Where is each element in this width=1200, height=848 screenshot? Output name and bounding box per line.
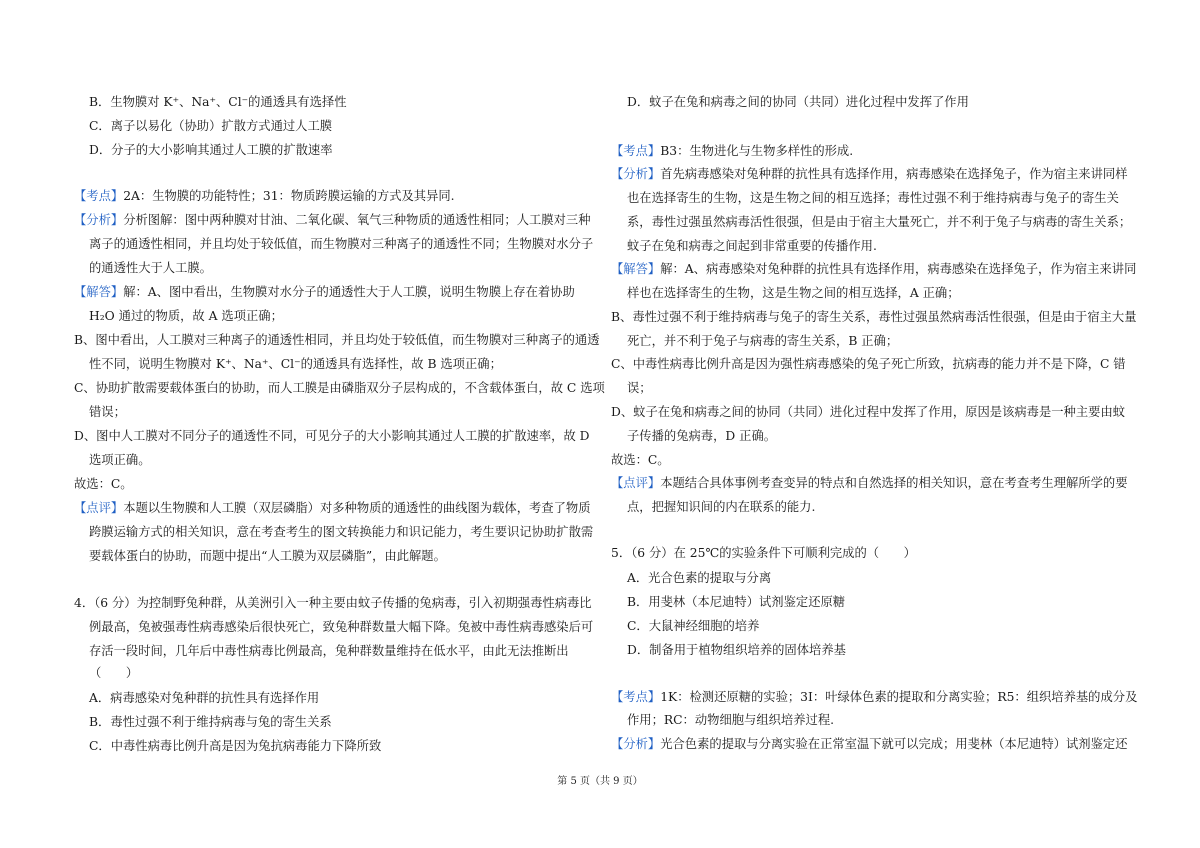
kaodian-text: B3：生物进化与生物多样性的形成.: [660, 144, 854, 158]
q3-dianping-line3: 要载体蛋白的协助，而题中提出“人工膜为双层磷脂”，由此解题。: [89, 549, 446, 563]
prev-option-d: D．分子的大小影响其通过人工膜的扩散速率: [89, 143, 333, 157]
dianping-tag: 【点评】: [74, 501, 124, 515]
jieda-tag: 【解答】: [611, 262, 661, 276]
q4-d-line1: D、蚊子在兔和病毒之间的协同（共同）进化过程中发挥了作用，原因是该病毒是一种主要由蚊: [611, 405, 1126, 419]
q3-c-line2: 错误；: [89, 405, 126, 419]
q4-fenxi-line3: 系，毒性过强虽然病毒活性很强，但是由于宿主大量死亡，并不利于兔子与病毒的寄生关系；: [627, 215, 1132, 229]
q4-option-c: C．中毒性病毒比例升高是因为兔抗病毒能力下降所致: [89, 739, 382, 753]
fenxi-tag: 【分析】: [74, 213, 124, 227]
q4-kaodian: [611, 143, 853, 159]
kaodian-tag: 【考点】: [74, 189, 124, 203]
q4-option-d: D．蚊子在兔和病毒之间的协同（共同）进化过程中发挥了作用: [627, 95, 969, 109]
q4-c-line1: C、中毒性病毒比例升高是因为强性病毒感染的兔子死亡所致，抗病毒的能力并不是下降，C 错: [611, 357, 1126, 371]
dianping-tag: 【点评】: [611, 476, 661, 490]
q3-dianping: [74, 500, 591, 516]
q5-fenxi: [611, 736, 1128, 752]
q3-dianping-line2: 跨膜运输方式的相关知识，意在考查考生的图文转换能力和识记能力，考生要识记协助扩散需: [89, 525, 594, 539]
q5-stem: 5．（6 分）在 25℃的实验条件下可顺利完成的（ ）: [611, 546, 916, 560]
kaodian-text: 1K：检测还原糖的实验；3I：叶绿体色素的提取和分离实验；R5：组织培养基的成分及: [660, 690, 1138, 704]
q3-answer: 故选：C。: [74, 477, 133, 491]
q4-fenxi-line2: 也在选择寄生的生物，这是生物之间的相互选择；毒性过强不利于维持病毒与兔子的寄生关: [627, 191, 1119, 205]
q5-option-d: D．制备用于植物组织培养的固体培养基: [627, 643, 846, 657]
q4-b-line2: 死亡，并不利于兔子与病毒的寄生关系，B 正确；: [627, 334, 899, 348]
jieda-text: 解：A、病毒感染对兔种群的抗性具有选择作用，病毒感染在选择兔子，作为宿主来讲同: [660, 262, 1137, 276]
q4-fenxi-line4: 蚊子在兔和病毒之间起到非常重要的传播作用.: [627, 239, 877, 253]
q4-stem-line2: 例最高，兔被强毒性病毒感染后很快死亡，致兔种群数量大幅下降。兔被中毒性病毒感染后可: [89, 620, 594, 634]
q3-fenxi-line2: 离子的通透性相同，并且均处于较低值，而生物膜对三种离子的通透性不同；生物膜对水分子: [89, 237, 594, 251]
fenxi-text: 光合色素的提取与分离实验在正常室温下就可以完成；用斐林（本尼迪特）试剂鉴定还: [660, 737, 1128, 751]
q4-stem-line4: （ ）: [89, 666, 139, 680]
q4-jieda: [611, 261, 1136, 277]
q3-b-line2: 性不同，说明生物膜对 K⁺、Na⁺、Cl⁻的通透具有选择性，故 B 选项正确；: [89, 357, 502, 371]
q3-jieda-line2: H₂O 通过的物质，故 A 选项正确；: [89, 309, 283, 323]
prev-option-c: C．离子以易化（协助）扩散方式通过人工膜: [89, 119, 333, 133]
dianping-text: 本题结合具体事例考查变异的特点和自然选择的相关知识，意在考查考生理解所学的要: [660, 476, 1128, 490]
q3-jieda: [74, 284, 575, 300]
dianping-text: 本题以生物膜和人工膜（双层磷脂）对多种物质的通透性的曲线图为载体，考查了物质: [123, 501, 591, 515]
q4-dianping: [611, 475, 1128, 491]
fenxi-text: 分析图解：图中两种膜对甘油、二氧化碳、氧气三种物质的通透性相同；人工膜对三种: [123, 213, 591, 227]
prev-option-b: B．生物膜对 K⁺、Na⁺、Cl⁻的通透具有选择性: [89, 95, 347, 109]
q5-kaodian: [611, 689, 1137, 705]
q5-kaodian-line2: 作用；RC：动物细胞与组织培养过程.: [627, 713, 835, 727]
q5-option-b: B．用斐林（本尼迪特）试剂鉴定还原糖: [627, 595, 846, 609]
q3-fenxi-line3: 的通透性大于人工膜。: [89, 261, 212, 275]
jieda-text: 解：A、图中看出，生物膜对水分子的通透性大于人工膜，说明生物膜上存在着协助: [123, 285, 575, 299]
q4-fenxi: [611, 166, 1128, 182]
fenxi-tag: 【分析】: [611, 167, 661, 181]
q4-stem-line3: 存活一段时间，几年后中毒性病毒比例最高，兔种群数量维持在低水平，由此无法推断出: [89, 644, 569, 658]
kaodian-text: 2A：生物膜的功能特性；31：物质跨膜运输的方式及其异同.: [123, 189, 455, 203]
q4-b-line1: B、毒性过强不利于维持病毒与兔子的寄生关系，毒性过强虽然病毒活性很强，但是由于宿主大量: [611, 310, 1137, 324]
q4-d-line2: 子传播的兔病毒，D 正确。: [627, 429, 777, 443]
q4-dianping-line2: 点，把握知识间的内在联系的能力.: [627, 500, 816, 514]
q3-d-line2: 选项正确。: [89, 453, 151, 467]
q4-c-line2: 误；: [627, 381, 652, 395]
jieda-tag: 【解答】: [74, 285, 124, 299]
q3-b-line1: B、图中看出，人工膜对三种离子的通透性相同，并且均处于较低值，而生物膜对三种离子的通透: [74, 333, 600, 347]
q4-answer: 故选：C。: [611, 453, 670, 467]
q3-kaodian: [74, 188, 455, 204]
q5-option-a: A．光合色素的提取与分离: [627, 571, 772, 585]
q4-stem-line1: 4．（6 分）为控制野兔种群，从美洲引入一种主要由蚊子传播的兔病毒，引入初期强毒性病毒比: [74, 596, 592, 610]
fenxi-text: 首先病毒感染对兔种群的抗性具有选择作用，病毒感染在选择兔子，作为宿主来讲同样: [660, 167, 1128, 181]
kaodian-tag: 【考点】: [611, 144, 661, 158]
page-footer: 第 5 页（共 9 页）: [557, 776, 643, 787]
q4-jieda-line2: 样也在选择寄生的生物，这是生物之间的相互选择，A 正确；: [627, 286, 960, 300]
q3-d-line1: D、图中人工膜对不同分子的通透性不同，可见分子的大小影响其通过人工膜的扩散速率，故 D: [74, 429, 590, 443]
q5-option-c: C．大鼠神经细胞的培养: [627, 619, 760, 633]
q3-c-line1: C、协助扩散需要载体蛋白的协助，而人工膜是由磷脂双分子层构成的，不含载体蛋白，故 C 选项: [74, 381, 605, 395]
kaodian-tag: 【考点】: [611, 690, 661, 704]
fenxi-tag: 【分析】: [611, 737, 661, 751]
q4-option-a: A．病毒感染对兔种群的抗性具有选择作用: [89, 691, 320, 705]
q4-option-b: B．毒性过强不利于维持病毒与兔的寄生关系: [89, 715, 332, 729]
q3-fenxi: [74, 212, 591, 228]
